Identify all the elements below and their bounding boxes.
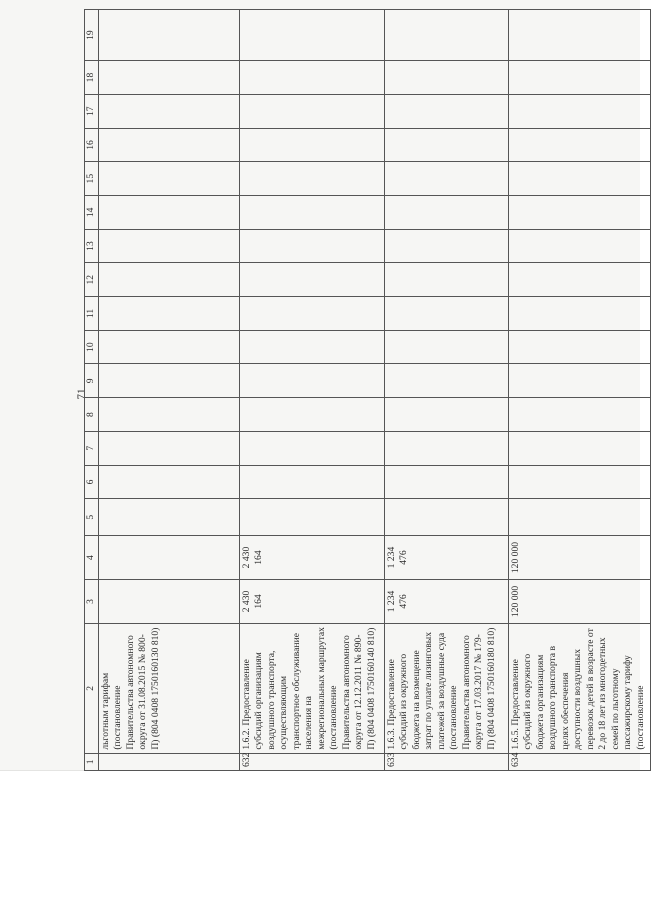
empty-cell (98, 162, 239, 196)
empty-cell (508, 263, 650, 297)
empty-cell (384, 431, 508, 465)
cell-col3: 2 430 164 (239, 580, 384, 624)
empty-cell (98, 364, 239, 398)
col-header: 16 (85, 128, 99, 162)
cell-col4: 2 430 164 (239, 536, 384, 580)
empty-cell (98, 61, 239, 95)
col-header: 9 (85, 364, 99, 398)
empty-cell (384, 229, 508, 263)
row-description: 1.6.5. Предоставление субсидий из окружного бюджета организациям воздушного транспорта в целях обеспечения доступности воздушных перевозок детей в возрасте от 2 до 18 лет из многодетных семей по льготному пассажирскому тарифу (постановление (508, 623, 650, 753)
empty-cell (98, 229, 239, 263)
empty-cell (98, 431, 239, 465)
empty-cell (239, 263, 384, 297)
empty-cell (508, 398, 650, 432)
row-description: льготным тарифам (постановление Правительства автономного округа от 31.08.2015 № 800-П) (804 0408 1750160130 810) (98, 623, 239, 753)
col-header: 15 (85, 162, 99, 196)
empty-cell (98, 94, 239, 128)
budget-table (84, 9, 651, 771)
empty-cell (239, 195, 384, 229)
empty-cell (384, 398, 508, 432)
empty-cell (98, 195, 239, 229)
col-header: 7 (85, 431, 99, 465)
row-description: 1.6.2. Предоставление субсидий организациям воздушного транспорта, осуществляющим транспортное обслуживание населения на межрегиональных маршрутах (постановление Правительства автономного округа от 12.12.2011 № 890-П) (804 0408 1750160140 810) (239, 623, 384, 753)
empty-cell (508, 431, 650, 465)
empty-cell (508, 499, 650, 536)
row-number: 632 (239, 753, 384, 770)
col-header: 19 (85, 10, 99, 61)
empty-cell (508, 364, 650, 398)
empty-cell (239, 229, 384, 263)
cell-col3: 1 234 476 (384, 580, 508, 624)
cell-col4 (98, 536, 239, 580)
empty-cell (508, 162, 650, 196)
empty-cell (508, 128, 650, 162)
empty-cell (508, 61, 650, 95)
empty-cell (384, 10, 508, 61)
col-header: 14 (85, 195, 99, 229)
cell-col3 (98, 580, 239, 624)
table-row (384, 10, 508, 771)
empty-cell (384, 195, 508, 229)
table-row (508, 10, 650, 771)
empty-cell (508, 94, 650, 128)
empty-cell (508, 465, 650, 499)
col-header: 11 (85, 297, 99, 331)
header-row (85, 10, 99, 771)
cell-col4: 120 000 (508, 536, 650, 580)
empty-cell (98, 499, 239, 536)
empty-cell (98, 128, 239, 162)
empty-cell (384, 61, 508, 95)
table-row (239, 10, 384, 771)
empty-cell (239, 94, 384, 128)
col-header: 13 (85, 229, 99, 263)
col-header: 17 (85, 94, 99, 128)
empty-cell (239, 330, 384, 364)
empty-cell (508, 195, 650, 229)
col-header: 1 (85, 753, 99, 770)
page-number: 71 (75, 388, 88, 400)
row-number: 633 (384, 753, 508, 770)
empty-cell (384, 162, 508, 196)
empty-cell (239, 465, 384, 499)
col-header: 10 (85, 330, 99, 364)
empty-cell (98, 297, 239, 331)
cell-col3: 120 000 (508, 580, 650, 624)
col-header: 12 (85, 263, 99, 297)
empty-cell (239, 364, 384, 398)
empty-cell (239, 10, 384, 61)
col-header: 4 (85, 536, 99, 580)
col-header: 3 (85, 580, 99, 624)
row-number (98, 753, 239, 770)
empty-cell (239, 398, 384, 432)
empty-cell (98, 398, 239, 432)
col-header: 6 (85, 465, 99, 499)
empty-cell (239, 162, 384, 196)
empty-cell (508, 10, 650, 61)
empty-cell (98, 330, 239, 364)
empty-cell (384, 499, 508, 536)
empty-cell (384, 364, 508, 398)
empty-cell (384, 297, 508, 331)
col-header: 5 (85, 499, 99, 536)
empty-cell (239, 297, 384, 331)
empty-cell (384, 465, 508, 499)
row-description: 1.6.3. Предоставление субсидий из окружного бюджета на возмещение затрат по уплате лизинговых платежей за воздушные суда (постановление Правительства автономного округа от 17.03.2017 № 179-П) (804 0408 1750160180 810) (384, 623, 508, 753)
empty-cell (98, 465, 239, 499)
empty-cell (384, 263, 508, 297)
cell-col4: 1 234 476 (384, 536, 508, 580)
empty-cell (239, 431, 384, 465)
rotated-table-wrapper (84, 9, 648, 771)
empty-cell (384, 94, 508, 128)
empty-cell (239, 61, 384, 95)
col-header: 8 (85, 398, 99, 432)
empty-cell (98, 263, 239, 297)
empty-cell (384, 330, 508, 364)
empty-cell (508, 297, 650, 331)
table-row (98, 10, 239, 771)
empty-cell (508, 330, 650, 364)
row-number: 634 (508, 753, 650, 770)
col-header: 2 (85, 623, 99, 753)
empty-cell (384, 128, 508, 162)
empty-cell (508, 229, 650, 263)
empty-cell (239, 499, 384, 536)
col-header: 18 (85, 61, 99, 95)
empty-cell (239, 128, 384, 162)
empty-cell (98, 10, 239, 61)
